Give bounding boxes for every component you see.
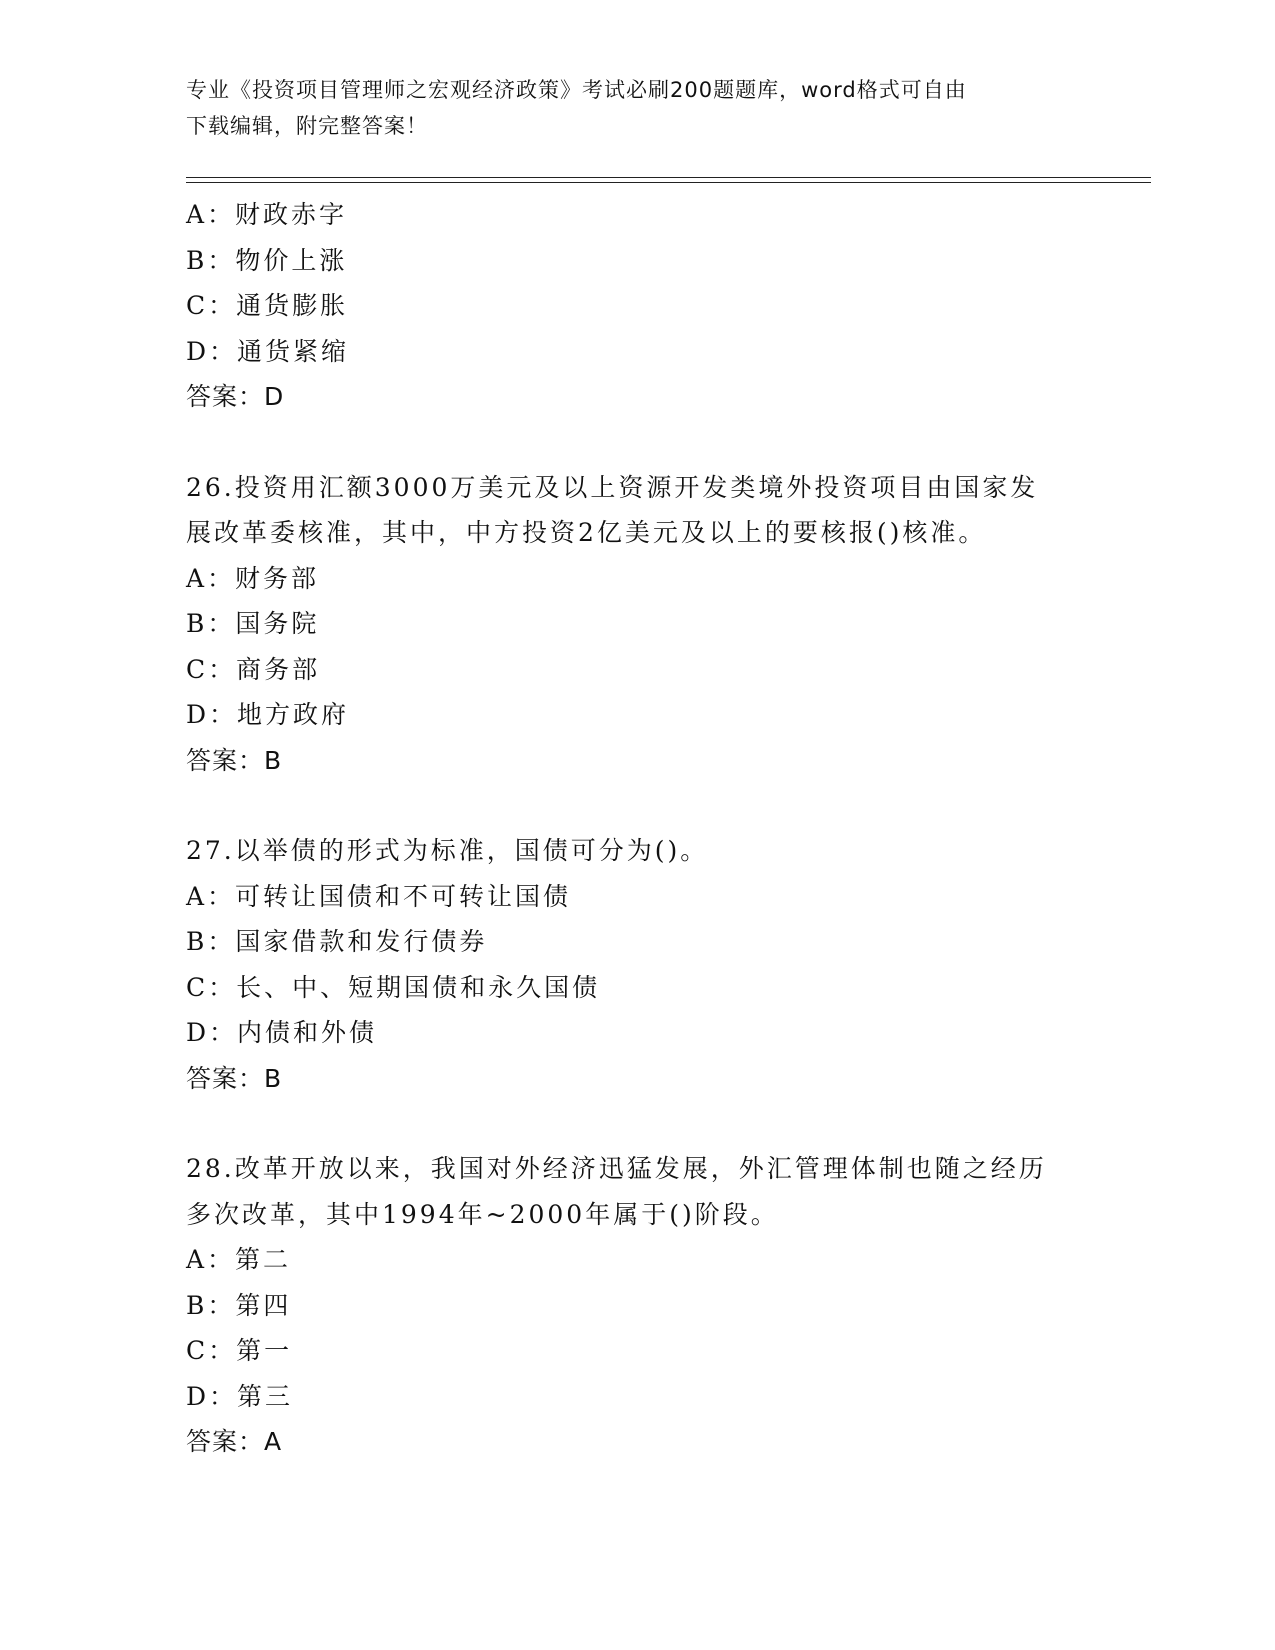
header-divider-top (186, 177, 1151, 178)
answer: 答案：A (186, 1427, 283, 1456)
option-c: C：商务部 (186, 654, 321, 684)
option-b: B：第四 (186, 1290, 292, 1320)
question-text-line: 多次改革，其中1994年~2000年属于()阶段。 (186, 1199, 779, 1229)
option-b: B：国家借款和发行债券 (186, 927, 488, 956)
option-a: A：财政赤字 (186, 200, 348, 229)
question-text-line: 展改革委核准，其中，中方投资2亿美元及以上的要核报()核准。 (186, 518, 987, 547)
question-block-27 (186, 828, 1086, 1101)
option-d: D：通货紧缩 (186, 336, 350, 366)
option-a: A：第二 (186, 1245, 292, 1274)
document-header (186, 72, 1066, 144)
question-block-25 (186, 192, 1086, 420)
option-b: B：物价上涨 (186, 245, 348, 275)
option-a: A：财务部 (186, 563, 320, 593)
option-c: C：长、中、短期国债和永久国债 (186, 972, 601, 1002)
option-c: C：通货膨胀 (186, 291, 349, 320)
answer: 答案：B (186, 745, 283, 775)
option-b: B：国务院 (186, 609, 320, 638)
question-block-26 (186, 465, 1086, 784)
question-text-line: 28.改革开放以来，我国对外经济迅猛发展，外汇管理体制也随之经历 (186, 1154, 1047, 1183)
option-d: D：内债和外债 (186, 1018, 378, 1047)
option-a: A：可转让国债和不可转让国债 (186, 881, 572, 911)
question-list (186, 192, 1086, 1465)
header-divider-bottom (186, 182, 1151, 183)
answer: 答案：B (186, 1063, 283, 1093)
option-c: C：第一 (186, 1336, 293, 1365)
question-text-line: 26.投资用汇额3000万美元及以上资源开发类境外投资项目由国家发 (186, 472, 1039, 502)
header-line-2: 下载编辑，附完整答案！ (186, 114, 428, 138)
header-line-1: 专业《投资项目管理师之宏观经济政策》考试必刷200题题库，word格式可自由 (186, 78, 967, 102)
question-text-line: 27.以举债的形式为标准，国债可分为()。 (186, 836, 709, 865)
option-d: D：地方政府 (186, 700, 350, 729)
option-d: D：第三 (186, 1381, 294, 1411)
answer: 答案：D (186, 382, 285, 411)
question-block-28 (186, 1146, 1086, 1465)
